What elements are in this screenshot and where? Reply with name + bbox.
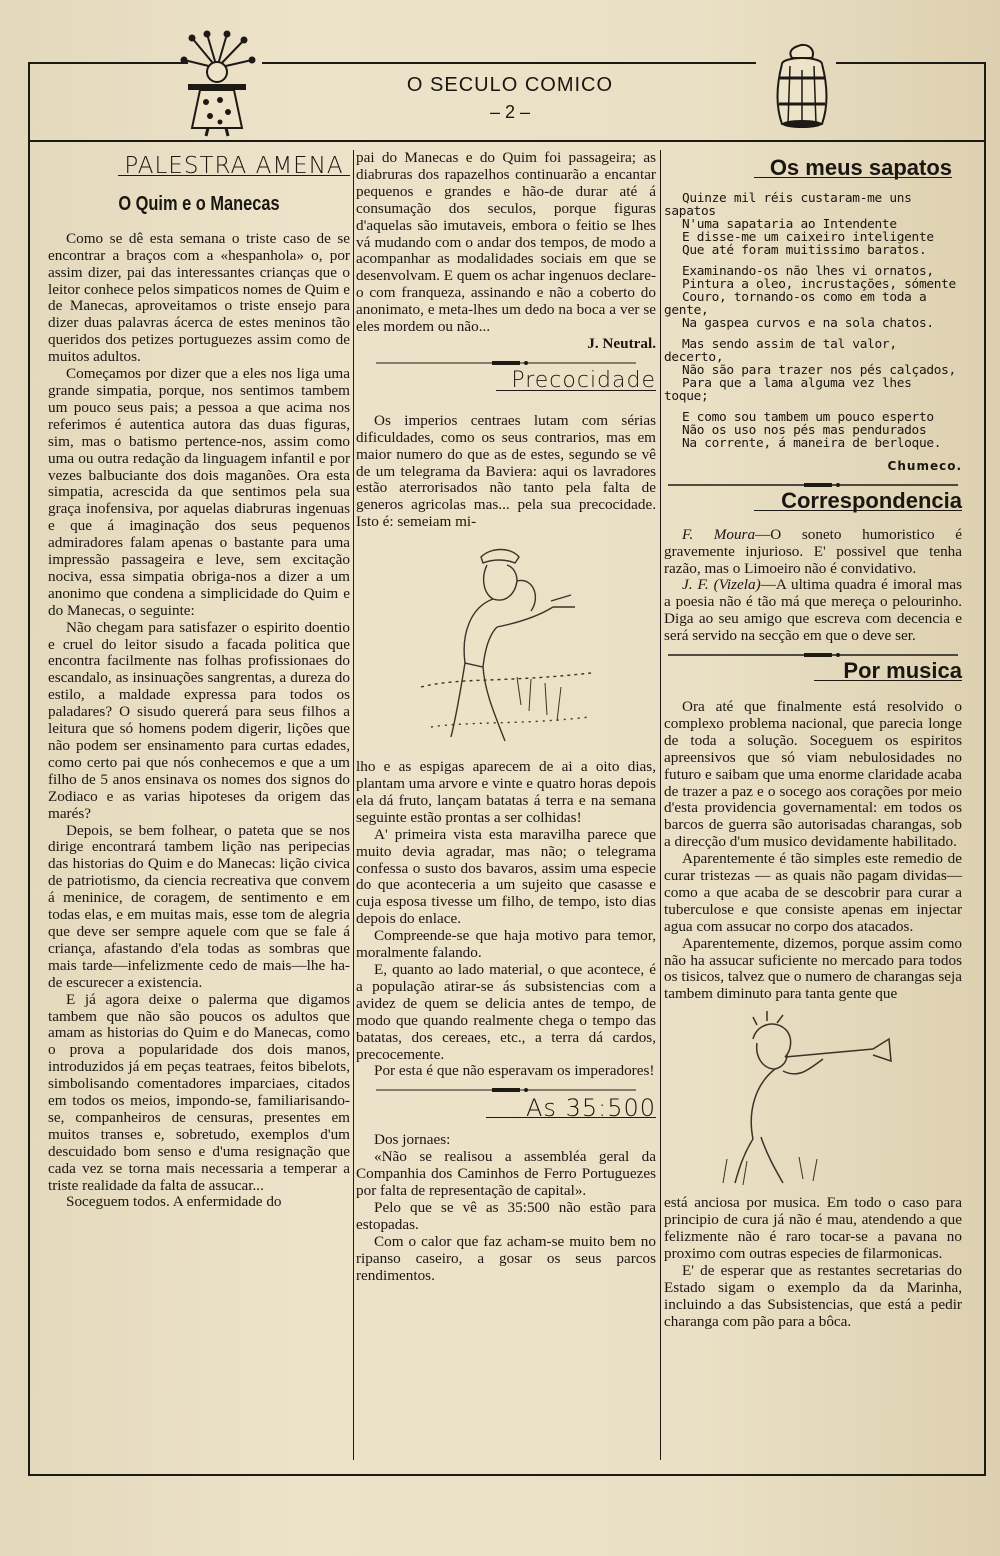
- correspondence-reply: —A ultima quadra é imoral mas a poesia não é tão má que mereça o pelourinho. Diga ao seu amigo que escreva com decencia e será servido na secção em que o deve ser.: [664, 576, 963, 645]
- header-left-border: [28, 62, 30, 142]
- barrel-ornament-icon: [772, 42, 832, 132]
- right-frame-border: [984, 140, 986, 1476]
- column-divider-1: [353, 150, 354, 1460]
- correspondencia-entry: [664, 527, 962, 578]
- poem-line: Pintura a oleo, incrustações, sómente: [682, 276, 956, 292]
- article-title-quim: O Quim e o Manecas: [118, 192, 280, 215]
- as35-paragraph: Pelo que se vê as 35:500 não estão para estopadas.: [356, 1198, 656, 1233]
- farmer-illustration-icon: [421, 537, 591, 753]
- column-2: [356, 150, 656, 1284]
- poem-line: Examinando-os não lhes vi ornatos,: [682, 263, 934, 279]
- left-frame-border: [28, 140, 30, 1476]
- poem-line: Quinze mil réis custaram-me uns sapatos: [664, 190, 912, 219]
- masthead-title: O SECULO COMICO: [406, 74, 614, 96]
- correspondencia-entry: [664, 577, 962, 645]
- column-3: [664, 150, 962, 1331]
- palestra-paragraph: Depois, se bem folhear, o pateta que se nos dirige encontrará tambem lição nas peripecias das historias do Quim e do Manecas: lição civica de patriotismo, da ciencia recreativa que convem á meninice, de coragem, de sentimento e em todas elas, e em muitas mais, esse tom de alegria que deve ser sempre aquele com que se fale á criança, afastando d'ela todas as sombras que mais tarde—infelizmente cedo de mais—lhe ha-de escurecer a existencia.: [48, 821, 350, 991]
- doll-ornament-icon: [172, 30, 262, 138]
- header-top-rule-mid: [262, 62, 756, 64]
- poem-stanza: [664, 192, 962, 257]
- article-title-as35: As 35:500: [486, 1100, 656, 1118]
- poem-line: Para que a lama alguma vez lhes toque;: [664, 375, 912, 404]
- as35-paragraph: Dos jornaes:: [374, 1131, 451, 1149]
- precocidade-paragraph: Os imperios centraes lutam com sérias dificuldades, como os seus contrarios, mas em maior numero do que as de estes, segundo se vê de um telegrama da Baviera: aqui os lavradores estão aterrorisados não tanto pela falta de generos agricolas mas... pela sua precocidade. Isto é: semeiam mi-: [356, 411, 656, 531]
- musica-paragraph: Aparentemente, dizemos, porque assim como não ha assucar suficiente no mercado para todos os tisicos, talvez que o numero de charangas seja tambem diminuto para tanta gente que: [664, 934, 962, 1003]
- bottom-frame-border: [28, 1474, 986, 1476]
- poem-line: Na corrente, á maneira de berloque.: [682, 435, 942, 451]
- precocidade-paragraph: Por esta é que não esperavam os imperadores!: [374, 1062, 655, 1080]
- article-title-sapatos: Os meus sapatos: [754, 160, 952, 178]
- musica-paragraph: Ora até que finalmente está resolvido o complexo problema nacional, que parecia longe de toda a solução. Soceguem os espiritos apreensivos que só viam nebulosidades no futuro e saibam que uma enorme claridade acaba de trazer a paz e o socego aos corações por meio d'esta providencia governamental: em todos os barcos de guerra são autorisadas charangas, sob a direcção d'um musico devidamente habilitado.: [664, 697, 962, 851]
- poem-line: N'uma sapataria ao Intendente: [682, 216, 897, 232]
- musica-paragraph: Aparentemente é tão simples este remedio de curar tristezas — as quais não pagam dividas—como a que acaba de se descobrir para curar a tuberculose e que consiste apenas em injectar agua com assucar no corpo dos atacados.: [664, 850, 962, 935]
- author-signature: J. Neutral.: [587, 334, 656, 352]
- poem-line: Não são para trazer nos pés calçados,: [682, 362, 956, 378]
- poem-line: E como sou tambem um pouco esperto: [682, 409, 934, 425]
- palestra-continuation: pai do Manecas e do Quim foi passageira; as diabruras dos rapazelhos continuarão a encantar pequenos e grandes e hão-de durar até á consumação dos seculos, porque figuras d'aquelas são imutaveis, embora o feitio se lhes vá mudando com o andar dos tempos, de modo a acompanhar as modalidades sociais em que se desenvolvam. E quem os achar ingenuos declare-o com franqueza, assinando e não a coberto do anonimato, e meta-lhes um dedo na boca a ver se eles mordem ou não...: [356, 149, 656, 336]
- musician-illustration-icon: [713, 1009, 913, 1189]
- column-divider-2: [660, 150, 661, 1460]
- article-title-musica: Por musica: [814, 663, 962, 681]
- poem-line: E disse-me um caixeiro inteligente: [682, 229, 934, 245]
- poem-stanza: [664, 338, 962, 403]
- section-separator: [366, 359, 646, 367]
- article-title-correspondencia: Correspondencia: [754, 493, 962, 511]
- article-title-precocidade: Precocidade: [496, 373, 656, 391]
- palestra-paragraph: Começamos por dizer que a eles nos liga uma grande simpatia, porque, nos sentimos tambem um pouco seus pais; a pessoa a que acima nos referimos é autentica autora das duas figuras, sim, mas o batismo pertence-nos, assim como uma ou outra redação da linguagem infantil e por vezes balbuciante dos dois maganões. Ora esta simpatia, acrescida da que sentimos pela sua graça inofensiva, por aquelas diabruras ingenuas e que á imaginação dos seus pequenos admiradores falam apenas o bastante para uma impressão passageira e leve, sem excitação nociva, essa simpatia obriga-nos a dizer a um anonimo que condena a simplicidade do Quim e do Manecas, o seguinte:: [48, 365, 350, 619]
- as35-paragraph: Com o calor que faz acham-se muito bem no ripanso caseiro, a gosar os seus parcos rendimentos.: [356, 1232, 656, 1284]
- header-top-rule-right: [836, 62, 986, 64]
- precocidade-paragraph: E, quanto ao lado material, o que acontece, é a população atirar-se ás subsistencias com a avidez de quem se delicia antes de tempo, de modo que quando realmente chega o tempo das batatas, dos cereaes, etc., a terra dá cardos, precocemente.: [356, 961, 656, 1063]
- poem-line: Mas sendo assim de tal valor, decerto,: [664, 336, 897, 365]
- poem-line: Couro, tornando-os como em toda a gente,: [664, 289, 927, 318]
- musica-paragraph: E' de esperar que as restantes secretarias do Estado sigam o exemplo da da Marinha, incluindo a das Subsistencias, que está a pedir charanga com pão para a bôca.: [664, 1261, 962, 1330]
- palestra-paragraph: Como se dê esta semana o triste caso de se encontrar a braços com a «hespanhola» o, por assim dizer, pai das interessantes crianças que o leitor conhece pelos simpaticos nomes de Quim e de Manecas, aproveitamos o triste ensejo para dizer duas palavras ácerca de estes meninos tão queridos dos petizes portuguezes assim como de muitos adultos.: [48, 229, 350, 366]
- palestra-paragraph: Não chegam para satisfazer o espirito doentio e cruel do leitor sisudo a facada politica que encontra facilmente nas folhas profissionaes do escandalo, as insinuações sangrentas, a dureza do estilo, a maldade expressa para todos os paladares? O sisudo quererá para seus filhos a leitura que só homens podem digerir, lições que não podem ser ensinamento para curtas edades, como certo pai que nós conhecemos e que a um filho de 5 anos ensinava os nomes dos signos do Zodiaco e as varias hipoteses da origem das marés?: [48, 618, 350, 822]
- header-top-rule: [28, 62, 188, 64]
- precocidade-paragraph: A' primeira vista esta maravilha parece que muito devia agradar, mas não; o telegrama confessa o susto dos bavaros, assim uma especie do que aconteceria a um sujeito que casasse e cuja esposa tivesse um filho, de tempo, isto dias depois do enlace.: [356, 825, 656, 928]
- correspondent-name: F. Moura: [682, 525, 756, 543]
- poem-stanza: [664, 265, 962, 330]
- correspondence-reply: —O soneto humoristico é gravemente injurioso. E' possivel que tenha razão, mas o Limoeiro não é convidativo.: [664, 525, 962, 577]
- musica-paragraph: está anciosa por musica. Em todo o caso para principio de cura já não é mau, atendendo a que felizmente não é raro tocar-se a pavana no proximo com outras especies de filarmonicas.: [664, 1194, 962, 1262]
- poem-line: Que até foram muitissimo baratos.: [682, 242, 927, 258]
- precocidade-paragraph: lho e as espigas aparecem de ai a oito dias, plantam uma arvore e vinte e quatro horas depois ela dá fruto, lançam batatas á terra e na semana seguinte estão prontas a ser colhidas!: [356, 758, 656, 826]
- section-title-palestra: PALESTRA AMENA: [118, 158, 350, 176]
- author-signature: Chumeco.: [887, 458, 962, 473]
- page-number: – 2 –: [489, 102, 531, 122]
- section-separator: [366, 1086, 646, 1094]
- correspondent-name: J. F. (Vizela): [682, 576, 761, 594]
- poem-line: Não os uso nos pés mas pendurados: [682, 422, 927, 438]
- header-bottom-rule: [28, 140, 986, 142]
- poem-stanza: [664, 411, 962, 450]
- as35-paragraph: «Não se realisou a assembléa geral da Companhia dos Caminhos de Ferro Portuguezes por falta de representação de capital».: [356, 1148, 656, 1199]
- header-right-border: [984, 62, 986, 142]
- poem-line: Na gaspea curvos e na sola chatos.: [682, 315, 934, 331]
- palestra-paragraph: Soceguem todos. A enfermidade do: [66, 1193, 282, 1211]
- column-1: [48, 150, 350, 1211]
- palestra-paragraph: E já agora deixe o palerma que digamos tambem que não são poucos os adultos que amam as historias do Quim e do Manecas, como o prova a popularidade dos dois manos, introduzidos já em peças teatraes, feitos bibelots, simbolisando comentadores imparciaes, citados em todos os meios, impondo-se, familiarisando-se, companheiros de censuras, presentes em muitos transes e, sobretudo, exemplos d'um descuidado bom senso e d'uma resignação que cada vez se torna mais necessaria a temperar a triste realidade da falta de assucar...: [48, 990, 350, 1194]
- precocidade-paragraph: Compreende-se que haja motivo para temor, moralmente falando.: [356, 927, 656, 962]
